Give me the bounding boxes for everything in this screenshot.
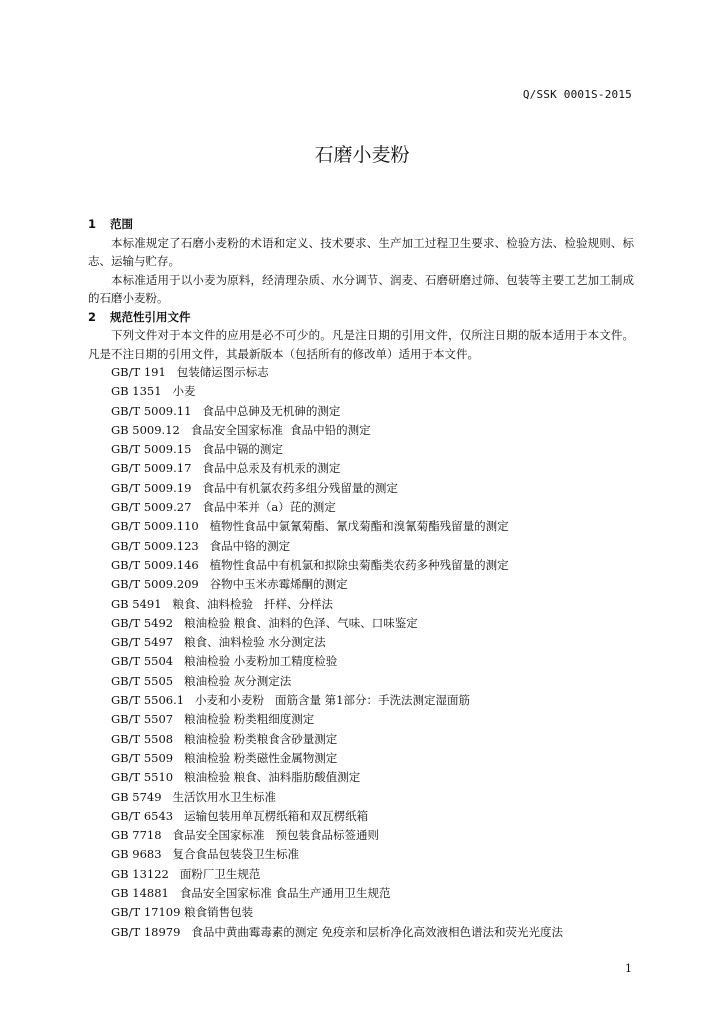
- reference-item: GB/T 17109 粮食销售包装: [111, 905, 254, 920]
- reference-item: GB/T 5497 粮食、油料检验 水分测定法: [111, 635, 326, 650]
- reference-item: GB 1351 小麦: [111, 384, 196, 399]
- section-heading-scope: [88, 215, 634, 234]
- reference-item: GB 5009.12 食品安全国家标准 食品中铅的测定: [111, 422, 371, 437]
- paragraph: 本标准规定了石磨小麦粉的术语和定义、技术要求、生产加工过程卫生要求、检验方法、检验规则、标志、运输与贮存。: [88, 235, 634, 268]
- reference-item: GB/T 5509 粮油检验 粉类磁性金属物测定: [111, 750, 338, 765]
- section-title: 范围: [110, 217, 133, 231]
- paragraph: 下列文件对于本文件的应用是必不可少的。凡是注日期的引用文件，仅所注日期的版本适用于本文件。凡是不注日期的引用文件，其最新版本（包括所有的修改单）适用于本文件。: [88, 328, 634, 361]
- section-number: 2: [88, 309, 97, 324]
- document-body: [88, 215, 634, 942]
- reference-item: GB/T 5506.1 小麦和小麦粉 面筋含量 第1部分：手洗法测定湿面筋: [111, 693, 470, 708]
- reference-item: GB/T 5492 粮油检验 粮食、油料的色泽、气味、口味鉴定: [111, 615, 418, 630]
- paragraph: 本标准适用于以小麦为原料，经清理杂质、水分调节、润麦、石磨研磨过筛、包装等主要工艺加工制成的石磨小麦粉。: [88, 272, 634, 305]
- reference-item: GB/T 191 包装储运图示标志: [111, 365, 269, 379]
- section-heading-normative-references: [88, 308, 634, 327]
- reference-item: GB/T 5510 粮油检验 粮食、油料脂肪酸值测定: [111, 770, 361, 785]
- reference-item: GB/T 5009.11 食品中总砷及无机砷的测定: [111, 403, 341, 418]
- document-title: 石磨小麦粉: [314, 144, 410, 166]
- reference-item: GB 5491 粮食、油料检验 扦样、分样法: [111, 596, 333, 611]
- reference-item: GB 5749 生活饮用水卫生标准: [111, 789, 277, 804]
- reference-item: GB 7718 食品安全国家标准 预包装食品标签通则: [111, 828, 379, 843]
- reference-item: GB/T 5009.15 食品中镉的测定: [111, 442, 283, 457]
- standard-number: Q/SSK 0001S-2015: [522, 88, 632, 101]
- reference-item: GB/T 5009.27 食品中苯并（a）芘的测定: [111, 500, 336, 515]
- page-number: 1: [625, 962, 632, 975]
- section-number: 1: [88, 217, 97, 231]
- reference-item: GB/T 5507 粮油检验 粉类粗细度测定: [111, 712, 315, 727]
- reference-item: GB/T 6543 运输包装用单瓦楞纸箱和双瓦楞纸箱: [111, 808, 369, 823]
- reference-item: GB/T 5009.19 食品中有机氯农药多组分残留量的测定: [111, 480, 398, 495]
- reference-item: GB/T 18979 食品中黄曲霉毒素的测定 免疫亲和层析净化高效液相色谱法和荧光光度法: [111, 924, 564, 939]
- reference-item: GB/T 5009.209 谷物中玉米赤霉烯酮的测定: [111, 577, 348, 592]
- reference-item: GB/T 5505 粮油检验 灰分测定法: [111, 673, 292, 688]
- section-title: 规范性引用文件: [110, 309, 191, 324]
- reference-item: GB/T 5508 粮油检验 粉类粮食含砂量测定: [111, 731, 338, 746]
- reference-item: GB 13122 面粉厂卫生规范: [111, 866, 261, 881]
- reference-item: GB/T 5009.110 植物性食品中氯氰菊酯、氰戊菊酯和溴氰菊酯残留量的测定: [111, 519, 509, 534]
- reference-item: GB/T 5504 粮油检验 小麦粉加工精度检验: [111, 654, 338, 669]
- reference-item: GB/T 5009.123 食品中铬的测定: [111, 538, 291, 553]
- reference-item: GB 9683 复合食品包装袋卫生标准: [111, 847, 300, 862]
- reference-item: GB 14881 食品安全国家标准 食品生产通用卫生规范: [111, 886, 391, 901]
- reference-list: [88, 363, 634, 942]
- reference-item: GB/T 5009.17 食品中总汞及有机汞的测定: [111, 461, 341, 476]
- reference-item: GB/T 5009.146 植物性食品中有机氯和拟除虫菊酯类农药多种残留量的测定: [111, 557, 509, 572]
